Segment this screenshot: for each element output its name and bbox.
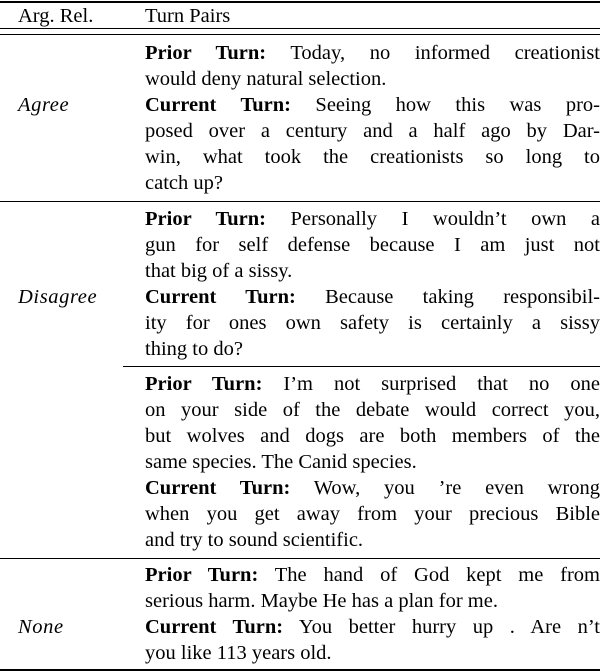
turn-text: Seeing how this was pro- (315, 93, 600, 116)
relation-label: None (18, 615, 64, 638)
prior-turn-label: Prior Turn: (145, 563, 259, 586)
turn-text-line (145, 284, 600, 310)
turn-text-line (145, 206, 600, 232)
current-turn-label: Current Turn: (145, 93, 291, 116)
turn-text-line: win, what took the creationists so long to (145, 145, 600, 168)
table-rule-bottom (0, 669, 600, 671)
turn-text-line: same species. The Canid species. (145, 450, 417, 473)
table-row-disagree (0, 202, 600, 558)
turn-text-line: catch up? (145, 171, 223, 194)
turn-pair (145, 562, 600, 666)
relation-cell (0, 202, 123, 558)
turn-text-line: gun for self defense because I am just not (145, 233, 600, 256)
turn-text-line: you like 113 years old. (145, 641, 332, 664)
turn-text-line (145, 475, 600, 501)
current-turn (145, 614, 600, 666)
turn-text-line (145, 614, 600, 640)
turn-text-line: on your side of the debate would correct you, (145, 398, 600, 421)
current-turn (145, 475, 600, 553)
prior-turn-label: Prior Turn: (145, 372, 263, 395)
current-turn-label: Current Turn: (145, 285, 296, 308)
prior-turn-label: Prior Turn: (145, 207, 266, 230)
turn-pair (145, 206, 600, 362)
turn-text-line: but wolves and dogs are both members of the (145, 424, 600, 447)
table-row-none (0, 559, 600, 669)
turn-text-line (145, 40, 600, 66)
relation-label: Disagree (18, 285, 98, 308)
relation-cell (0, 35, 123, 201)
turn-text-line: when you get away from your precious Bible (145, 502, 600, 525)
table-rule-partial (123, 366, 600, 367)
turn-text: Today, no informed creationist (290, 41, 600, 64)
turn-pairs-cell (123, 35, 600, 201)
prior-turn (145, 40, 600, 92)
turn-text-line (145, 371, 600, 397)
turn-text-line: would deny natural selection. (145, 67, 387, 90)
turn-text-line: that big of a sissy. (145, 259, 293, 282)
turn-text: I’m not surprised that no one (283, 372, 600, 395)
turn-text: Wow, you ’re even wrong (313, 476, 600, 499)
turn-text-line (145, 92, 600, 118)
prior-turn-label: Prior Turn: (145, 41, 267, 64)
prior-turn (145, 562, 600, 614)
table-rule-top (0, 1, 600, 3)
turn-pairs-cell (123, 559, 600, 669)
turn-pair (145, 371, 600, 553)
turn-text: Personally I wouldn’t own a (290, 207, 600, 230)
turn-text: Because taking responsibil- (325, 285, 600, 308)
turn-text-line: thing to do? (145, 337, 243, 360)
turn-text: The hand of God kept me from (274, 563, 600, 586)
turn-text-line (145, 562, 600, 588)
turn-text: You better hurry up . Are n’t (298, 615, 600, 638)
prior-turn (145, 371, 600, 475)
turn-text-line: serious harm. Maybe He has a plan for me. (145, 589, 498, 612)
turn-pair (145, 40, 600, 196)
current-turn (145, 284, 600, 362)
turn-text-line: ity for ones own safety is certainly a sissy (145, 311, 600, 334)
header-turn-pairs: Turn Pairs (145, 5, 231, 27)
current-turn (145, 92, 600, 196)
turn-text-line: and try to sound scientific. (145, 528, 364, 551)
relation-label: Agree (18, 93, 70, 116)
current-turn-label: Current Turn: (145, 615, 284, 638)
current-turn-label: Current Turn: (145, 476, 291, 499)
table-row-agree (0, 35, 600, 201)
table-header-row (0, 4, 600, 28)
header-arg-rel: Arg. Rel. (18, 5, 94, 27)
relation-cell (0, 559, 123, 669)
turn-text-line: posed over a century and a half ago by Dar- (145, 119, 600, 142)
turn-pairs-cell (123, 202, 600, 558)
prior-turn (145, 206, 600, 284)
